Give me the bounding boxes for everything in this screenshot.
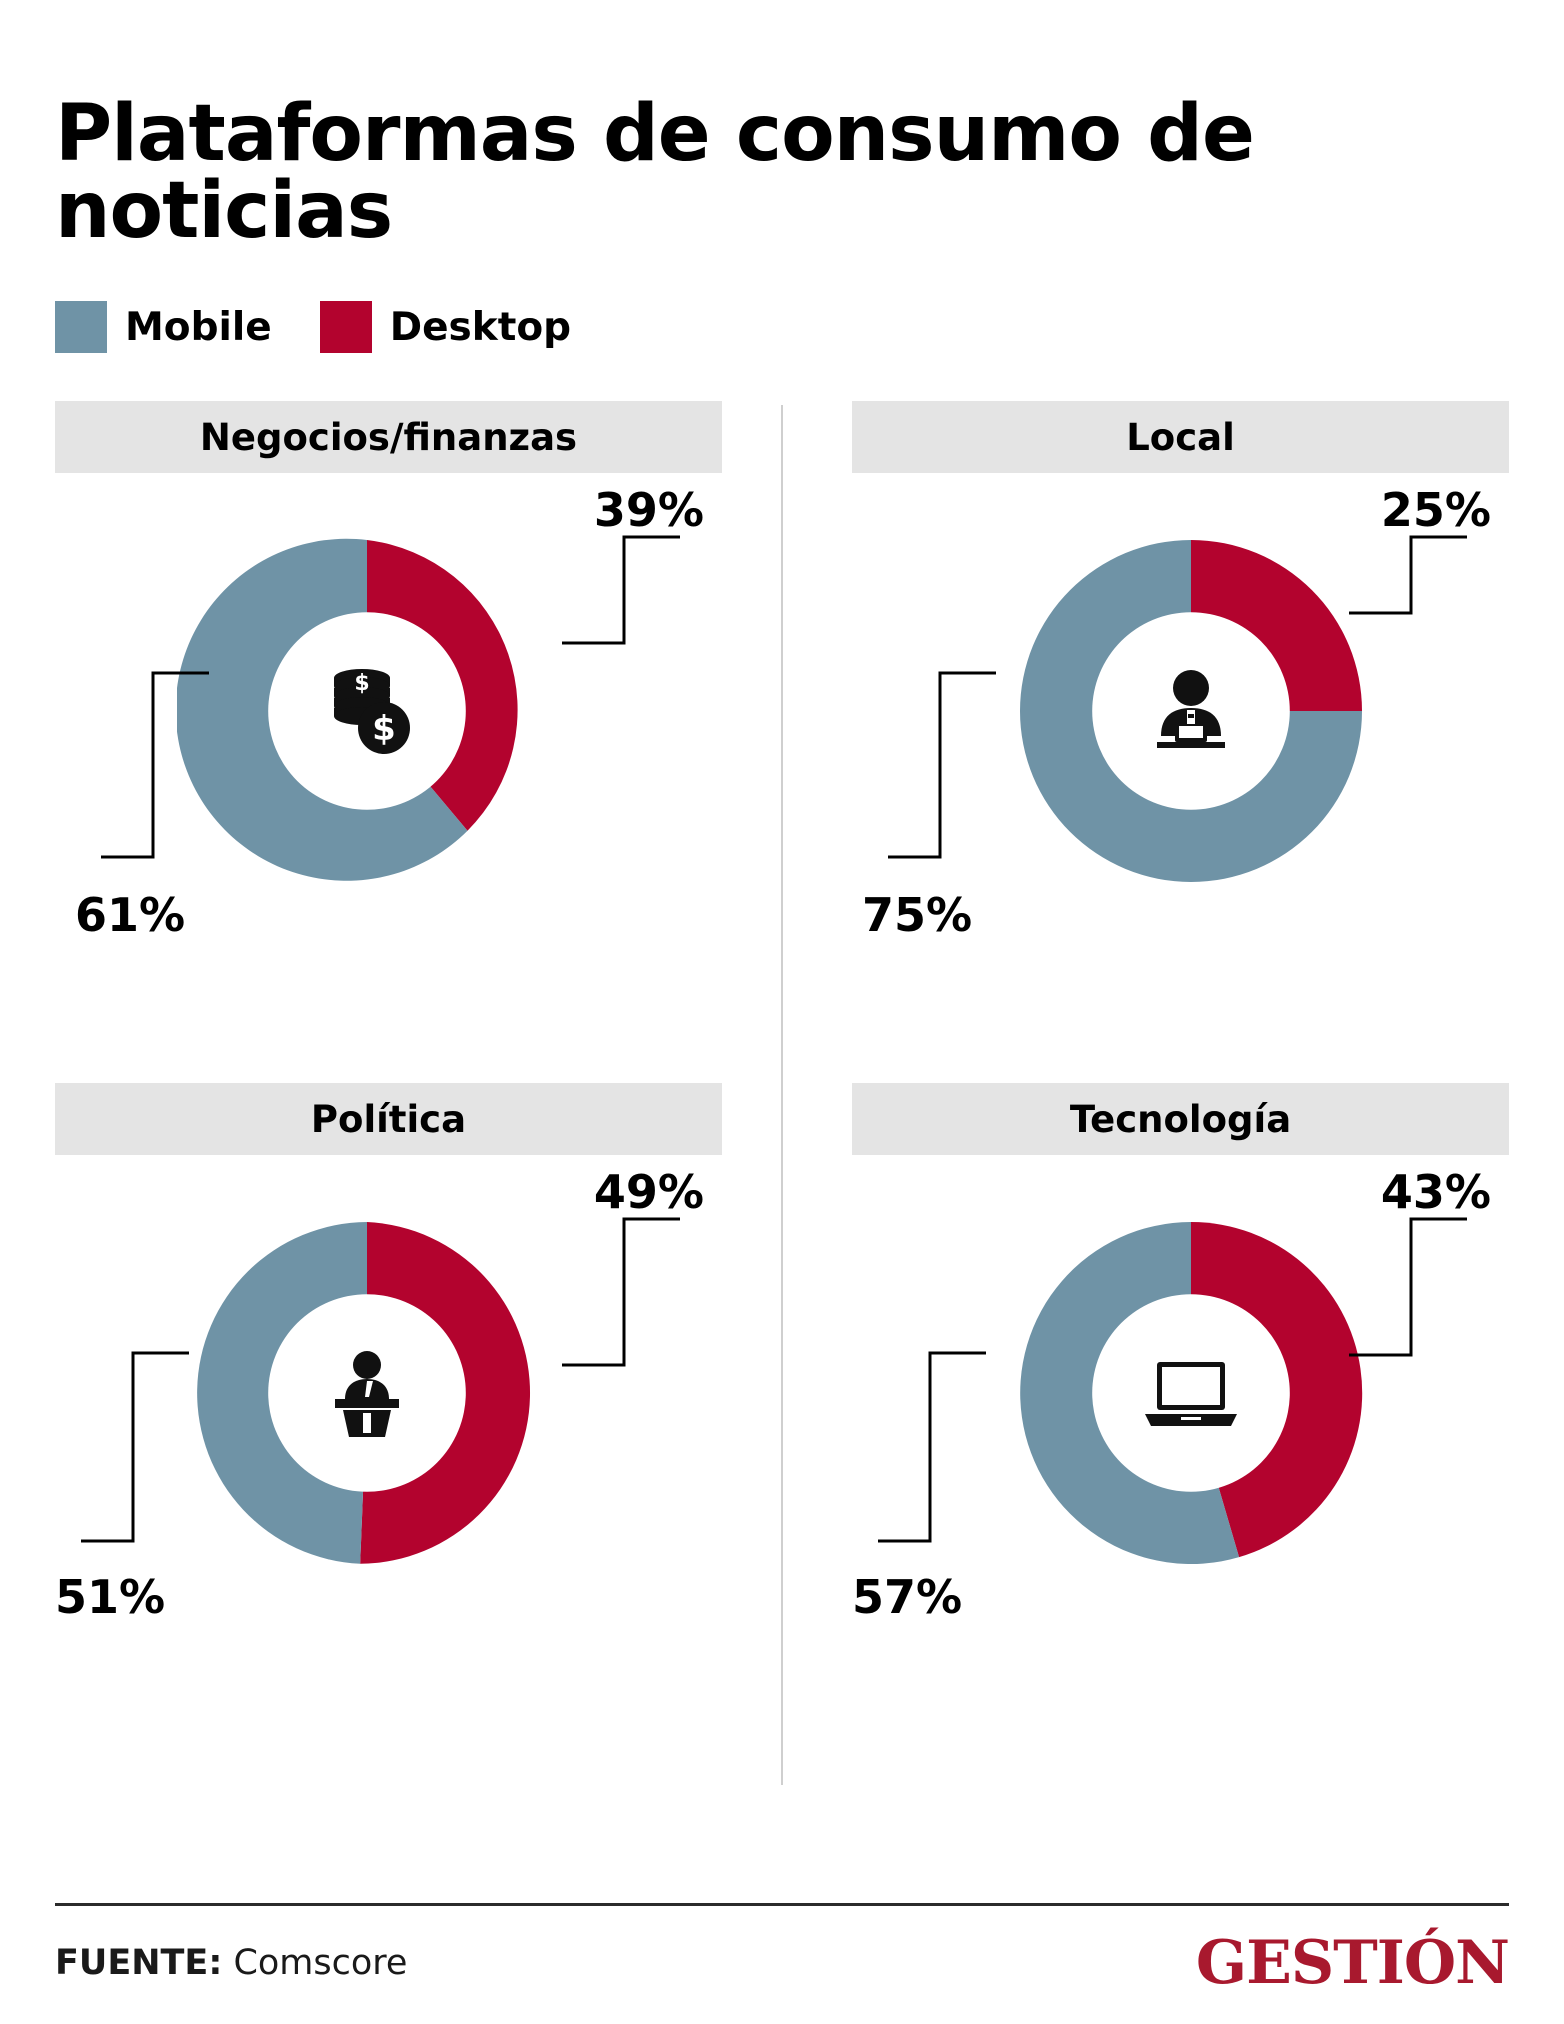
- chart-category-bar: [852, 1083, 1509, 1155]
- value-label-desktop: 25%: [1380, 483, 1491, 538]
- leader-line-desktop: [562, 535, 692, 645]
- page-title: Plataformas de consumo de noticias: [55, 89, 1254, 256]
- legend-swatch-desktop: [320, 301, 372, 353]
- value-label-mobile: 57%: [852, 1570, 963, 1625]
- svg-text:$: $: [371, 709, 396, 750]
- value-label-mobile: 75%: [862, 888, 973, 943]
- value-label-desktop: 43%: [1380, 1165, 1491, 1220]
- footer-divider: [55, 1903, 1509, 1906]
- chart-category-bar: [55, 1083, 722, 1155]
- chart-card-tecnologia: [782, 1083, 1509, 1765]
- value-label-mobile: 61%: [75, 888, 186, 943]
- chart-area: [852, 1155, 1509, 1725]
- chart-category-title: Tecnología: [1069, 1097, 1292, 1141]
- source-label: FUENTE:: [55, 1943, 223, 1984]
- footer: [55, 1928, 1509, 1998]
- legend: [55, 301, 1509, 353]
- leader-line-mobile: [71, 1351, 191, 1546]
- leader-line-desktop: [562, 1217, 692, 1367]
- value-label-desktop: 39%: [593, 483, 704, 538]
- brand-logo: GESTIÓN: [1195, 1928, 1509, 1999]
- chart-category-bar: [55, 401, 722, 473]
- donut-chart-politica: [177, 1203, 557, 1583]
- source-value: Comscore: [233, 1943, 408, 1984]
- chart-area: [55, 473, 722, 1043]
- legend-item-mobile: [55, 301, 272, 353]
- chart-category-title: Política: [310, 1097, 467, 1141]
- chart-card-local: [782, 401, 1509, 1083]
- value-label-desktop: 49%: [593, 1165, 704, 1220]
- legend-item-desktop: [320, 301, 571, 353]
- donut-chart-negocios-finanzas: [177, 521, 557, 901]
- speaker-podium-icon: [293, 1319, 441, 1467]
- laptop-icon: [1117, 1319, 1265, 1467]
- leader-line-desktop: [1349, 1217, 1479, 1357]
- chart-area: [55, 1155, 722, 1725]
- donut-chart-local: [1001, 521, 1381, 901]
- leader-line-mobile: [868, 1351, 988, 1546]
- chart-category-title: Local: [1126, 415, 1235, 459]
- chart-card-negocios-finanzas: [55, 401, 782, 1083]
- leader-line-desktop: [1349, 535, 1479, 615]
- infographic-page: [0, 52, 1564, 2024]
- chart-category-bar: [852, 401, 1509, 473]
- source-credit: [55, 1943, 407, 1983]
- donut-chart-tecnologia: [1001, 1203, 1381, 1583]
- chart-card-politica: [55, 1083, 782, 1765]
- legend-swatch-mobile: [55, 301, 107, 353]
- value-label-mobile: 51%: [55, 1570, 166, 1625]
- charts-grid: [55, 401, 1509, 1765]
- chart-category-title: Negocios/finanzas: [199, 415, 578, 459]
- legend-label-mobile: Mobile: [125, 304, 272, 350]
- legend-label-desktop: Desktop: [389, 304, 572, 350]
- person-desk-icon: [1117, 637, 1265, 785]
- money-stack-icon: [293, 637, 441, 785]
- svg-text:$: $: [353, 671, 370, 697]
- chart-area: [852, 473, 1509, 1043]
- leader-line-mobile: [878, 671, 998, 861]
- leader-line-mobile: [91, 671, 211, 861]
